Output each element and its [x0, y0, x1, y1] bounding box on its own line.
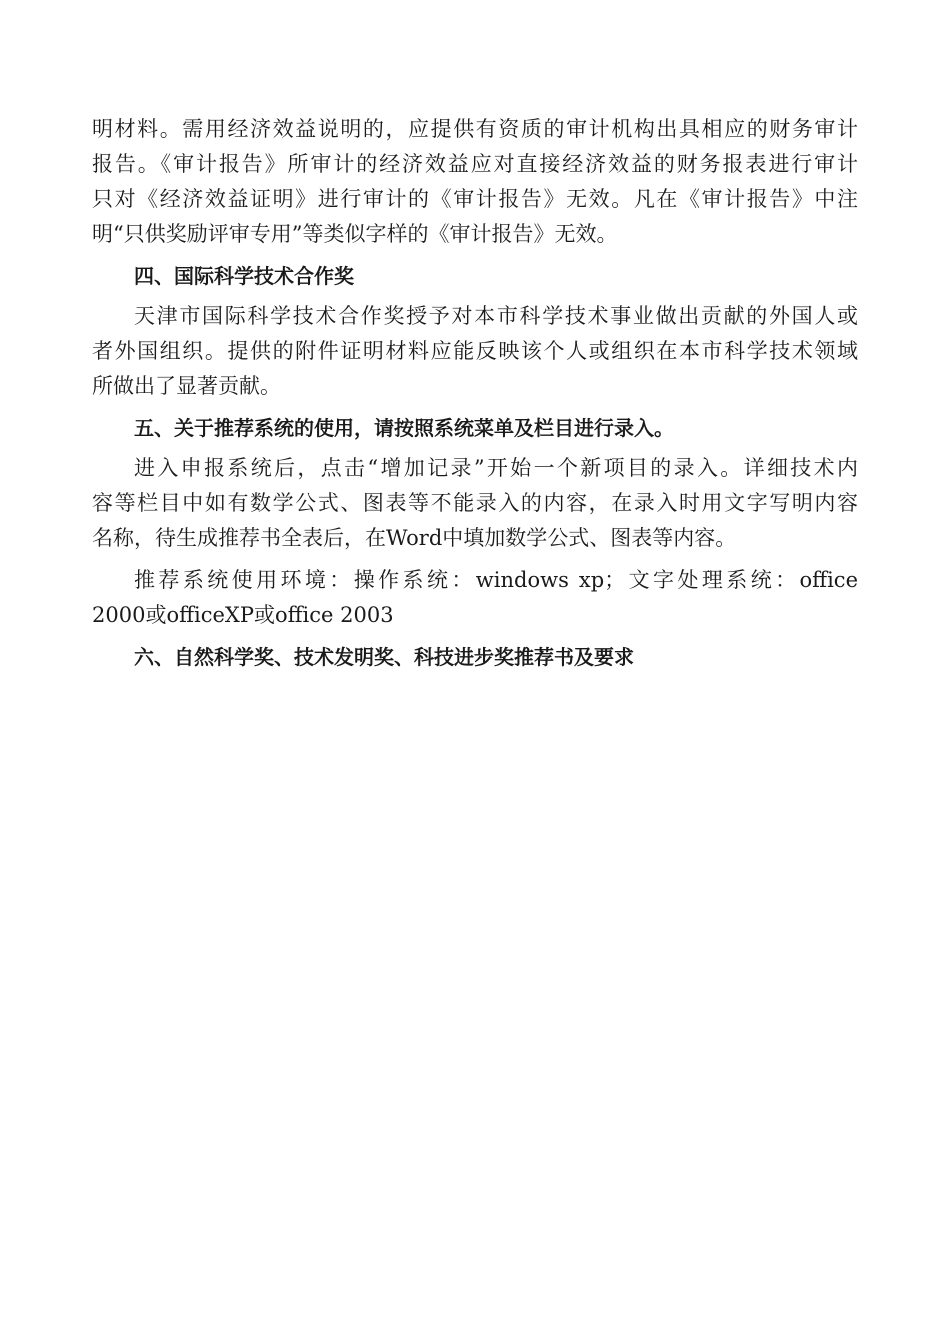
text-line: 容等栏目中如有数学公式、图表等不能录入的内容，在录入时用文字写明内容	[92, 491, 858, 515]
text-line: 者外国组织。提供的附件证明材料应能反映该个人或组织在本市科学技术领域	[92, 339, 858, 363]
text-line: 明“只供奖励评审专用”等类似字样的《审计报告》无效。	[92, 222, 618, 246]
text-line: 明材料。需用经济效益说明的，应提供有资质的审计机构出具相应的财务审计	[92, 117, 858, 141]
paragraph-system-environment	[92, 563, 858, 633]
section-heading-award-forms: 六、自然科学奖、技术发明奖、科技进步奖推荐书及要求	[134, 645, 634, 669]
text-line: 2000或officeXP或office 2003	[92, 603, 394, 627]
paragraph-international-cooperation	[92, 299, 858, 404]
text-line: 进入申报系统后，点击“增加记录”开始一个新项目的录入。详细技术内	[134, 456, 858, 480]
text-line: 名称，待生成推荐书全表后，在Word中填加数学公式、图表等内容。	[92, 526, 737, 550]
document-page	[92, 112, 858, 675]
section-heading-international-cooperation: 四、国际科学技术合作奖	[134, 264, 354, 288]
paragraph-system-entry	[92, 451, 858, 556]
text-line: 推荐系统使用环境：操作系统：windows xp；文字处理系统：office	[134, 568, 858, 592]
text-line: 所做出了显著贡献。	[92, 374, 281, 398]
paragraph-audit-report	[92, 112, 858, 252]
section-heading-recommendation-system: 五、关于推荐系统的使用，请按照系统菜单及栏目进行录入。	[134, 416, 674, 440]
text-line: 天津市国际科学技术合作奖授予对本市科学技术事业做出贡献的外国人或	[134, 304, 858, 328]
text-line: 报告。《审计报告》所审计的经济效益应对直接经济效益的财务报表进行审计	[92, 152, 858, 176]
text-line: 只对《经济效益证明》进行审计的《审计报告》无效。凡在《审计报告》中注	[92, 187, 858, 211]
